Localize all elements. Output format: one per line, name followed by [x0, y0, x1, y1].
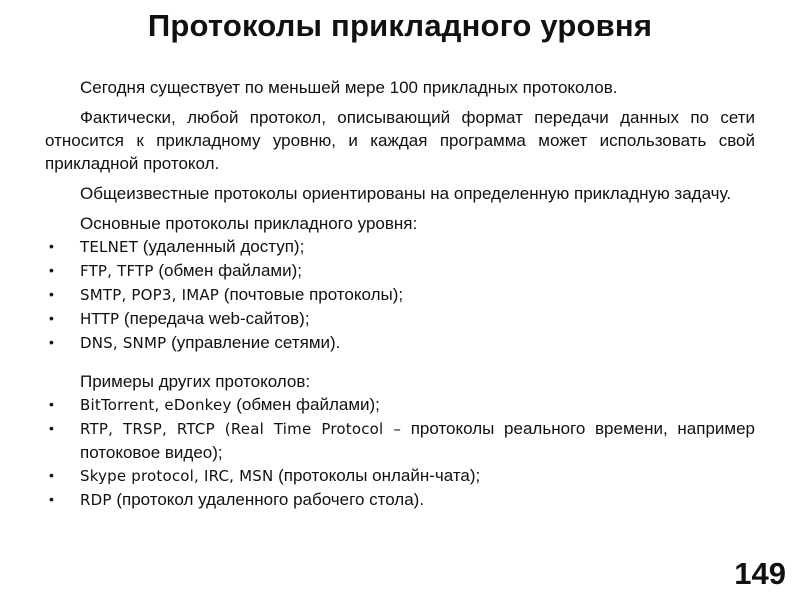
- protocol-names: BitTorrent, eDonkey: [80, 396, 232, 414]
- protocol-description: (управление сетями).: [166, 333, 341, 352]
- protocol-names: RTP, TRSP, RTCP (Real Time Protocol –: [80, 420, 402, 438]
- slide-title: Протоколы прикладного уровня: [147, 8, 653, 43]
- page-number: 149: [734, 556, 786, 591]
- slide-content: [45, 76, 755, 512]
- protocol-description: (передача web-сайтов);: [119, 309, 310, 328]
- bullet-icon: •: [49, 420, 54, 436]
- body-paragraph: Фактически, любой протокол, описывающий формат передачи данных по сети относится к прикладному уровню, и каждая программа может использовать свой прикладной протокол.: [45, 108, 755, 173]
- list-item: [45, 259, 755, 283]
- protocol-description: (протоколы онлайн-чата);: [273, 466, 481, 485]
- main-protocols-list: [45, 235, 755, 355]
- list-item: [45, 331, 755, 355]
- bullet-icon: •: [49, 286, 54, 302]
- protocol-names: HTTP: [80, 310, 120, 328]
- other-protocols-list: [45, 393, 755, 512]
- protocol-names: DNS, SNMP: [80, 334, 167, 352]
- list-item: [45, 488, 755, 512]
- main-protocols-heading: Основные протоколы прикладного уровня:: [80, 214, 418, 233]
- protocol-names: Skype protocol, IRC, MSN: [80, 467, 274, 485]
- bullet-icon: •: [49, 262, 54, 278]
- list-item: [45, 417, 755, 464]
- bullet-icon: •: [49, 310, 54, 326]
- protocol-names: FTP, TFTP: [80, 262, 154, 280]
- protocol-description: (протокол удаленного рабочего стола).: [111, 490, 425, 509]
- intro-paragraph: Сегодня существует по меньшей мере 100 прикладных протоколов.: [80, 78, 618, 97]
- protocol-description: (обмен файлами);: [153, 261, 302, 280]
- list-item: [45, 283, 755, 307]
- body-paragraph: Общеизвестные протоколы ориентированы на определенную прикладную задачу.: [80, 184, 732, 203]
- protocol-names: RDP: [80, 491, 112, 509]
- protocol-names: TELNET: [80, 238, 139, 256]
- other-protocols-heading: Примеры других протоколов:: [80, 372, 311, 391]
- list-item: [45, 235, 755, 259]
- protocol-description: (обмен файлами);: [231, 395, 380, 414]
- protocol-description: (почтовые протоколы);: [219, 285, 404, 304]
- list-item: [45, 307, 755, 331]
- protocol-names: SMTP, POP3, IMAP: [80, 286, 220, 304]
- bullet-icon: •: [49, 396, 54, 412]
- bullet-icon: •: [49, 467, 54, 483]
- bullet-icon: •: [49, 491, 54, 507]
- spacer: [45, 355, 755, 367]
- protocol-description: протоколы реального времени, например потоковое видео);: [80, 419, 755, 462]
- protocol-description: (удаленный доступ);: [138, 237, 305, 256]
- bullet-icon: •: [49, 238, 54, 254]
- bullet-icon: •: [49, 334, 54, 350]
- list-item: [45, 464, 755, 488]
- list-item: [45, 393, 755, 417]
